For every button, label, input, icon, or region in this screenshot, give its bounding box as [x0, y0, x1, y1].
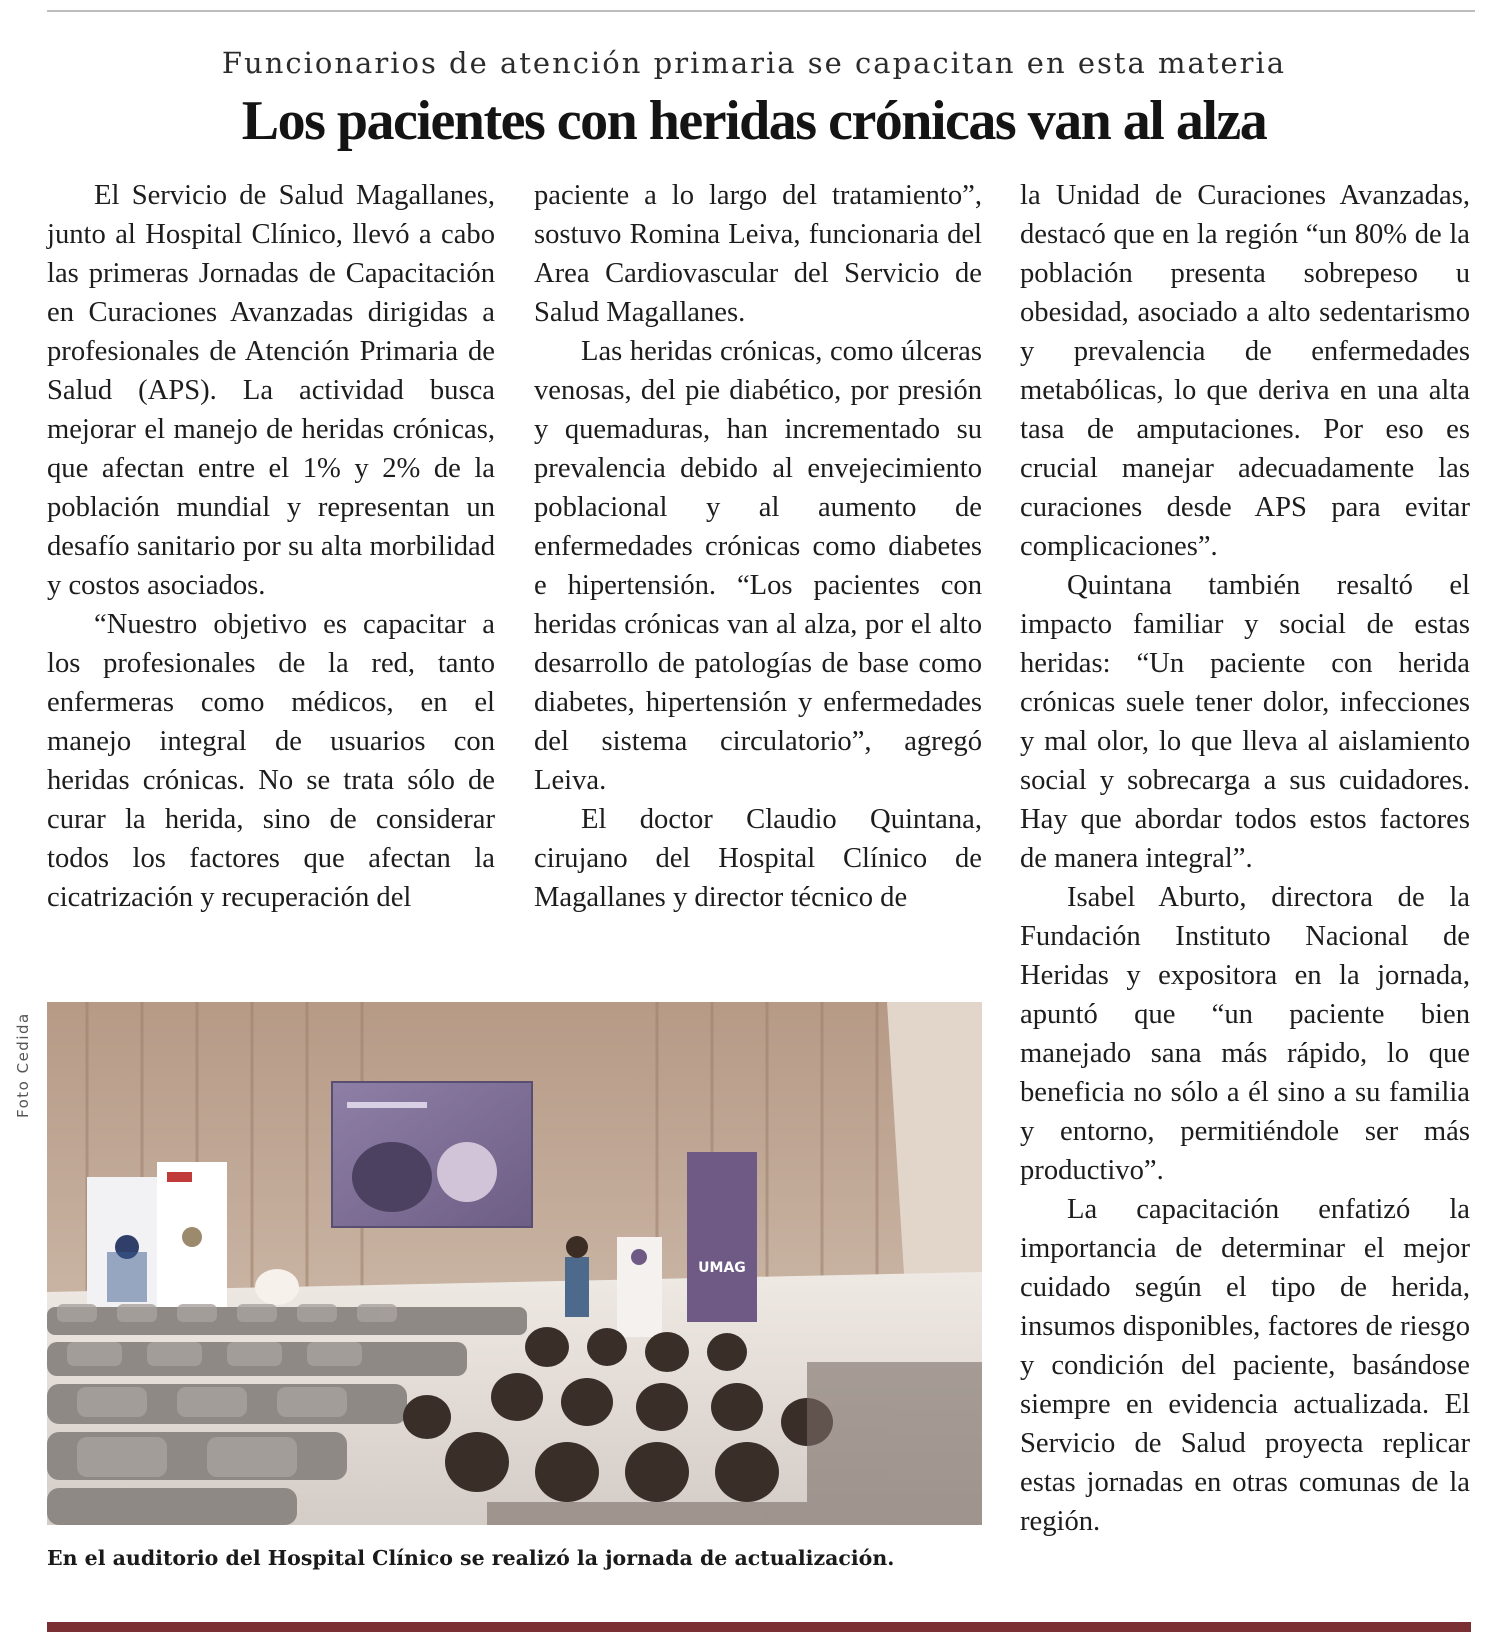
kicker: Funcionarios de atención primaria se capacitan en esta materia — [221, 46, 1287, 80]
banner-text: UMAG — [698, 1260, 746, 1276]
headline: Los pacientes con heridas crónicas van al alza — [241, 90, 1267, 152]
paragraph: El doctor Claudio Quintana, cirujano del Hospital Clínico de Magallanes y director técnico de — [534, 804, 982, 913]
article-column-2 — [534, 176, 982, 917]
bottom-accent-bar — [47, 1622, 1471, 1632]
photo-caption: En el auditorio del Hospital Clínico se realizó la jornada de actualización. — [47, 1546, 895, 1570]
photo-credit: Foto Cedida — [14, 1012, 32, 1118]
paragraph: Quintana también resaltó el impacto familiar y social de estas heridas: “Un paciente con herida crónicas suele tener dolor, infecciones y mal olor, lo que lleva al aislamiento social y sobrecarga a sus cuidadores. Hay que abordar todos estos factores de manera integral”. — [1020, 570, 1470, 874]
paragraph: Isabel Aburto, directora de la Fundación Instituto Nacional de Heridas y expositora en la jornada, apuntó que “un paciente bien manejado sana más rápido, lo que beneficia no sólo a él sino a su familia y entorno, permitiéndole ser más productivo”. — [1020, 882, 1470, 1186]
paragraph: Las heridas crónicas, como úlceras venosas, del pie diabético, por presión y quemaduras, han incrementado su prevalencia debido al envejecimiento poblacional y al aumento de enfermedades crónicas como diabetes e hipertensión. “Los pacientes con heridas crónicas van al alza, por el alto desarrollo de patologías de base como diabetes, hipertensión y enfermedades del sistema circulatorio”, agregó Leiva. — [534, 336, 982, 796]
article-column-3 — [1020, 176, 1470, 1541]
paragraph: la Unidad de Curaciones Avanzadas, destacó que en la región “un 80% de la población presenta sobrepeso u obesidad, asociado a alto sedentarismo y prevalencia de enfermedades metabólicas, lo que deriva en una alta tasa de amputaciones. Por eso es crucial manejar adecuadamente las curaciones desde APS para evitar complicaciones”. — [1020, 180, 1470, 562]
auditorium-photo — [47, 1002, 982, 1525]
paragraph: paciente a lo largo del tratamiento”, sostuvo Romina Leiva, funcionaria del Area Cardiovascular del Servicio de Salud Magallanes. — [534, 180, 982, 328]
paragraph: “Nuestro objetivo es capacitar a los profesionales de la red, tanto enfermeras como médicos, en el manejo integral de usuarios con heridas crónicas. No se trata sólo de curar la herida, sino de considerar todos los factores que afectan la cicatrización y recuperación del — [47, 609, 495, 913]
top-rule — [47, 10, 1475, 12]
paragraph: La capacitación enfatizó la importancia de determinar el mejor cuidado según el tipo de herida, insumos disponibles, factores de riesgo y condición del paciente, basándose siempre en evidencia actualizada. El Servicio de Salud proyecta replicar estas jornadas en otras comunas de la región. — [1020, 1194, 1470, 1537]
article-column-1 — [47, 176, 495, 917]
paragraph: El Servicio de Salud Magallanes, junto al Hospital Clínico, llevó a cabo las primeras Jornadas de Capacitación en Curaciones Avanzadas dirigidas a profesionales de Atención Primaria de Salud (APS). La actividad busca mejorar el manejo de heridas crónicas, que afectan entre el 1% y 2% de la población mundial y representan un desafío sanitario por su alta morbilidad y costos asociados. — [47, 180, 495, 601]
